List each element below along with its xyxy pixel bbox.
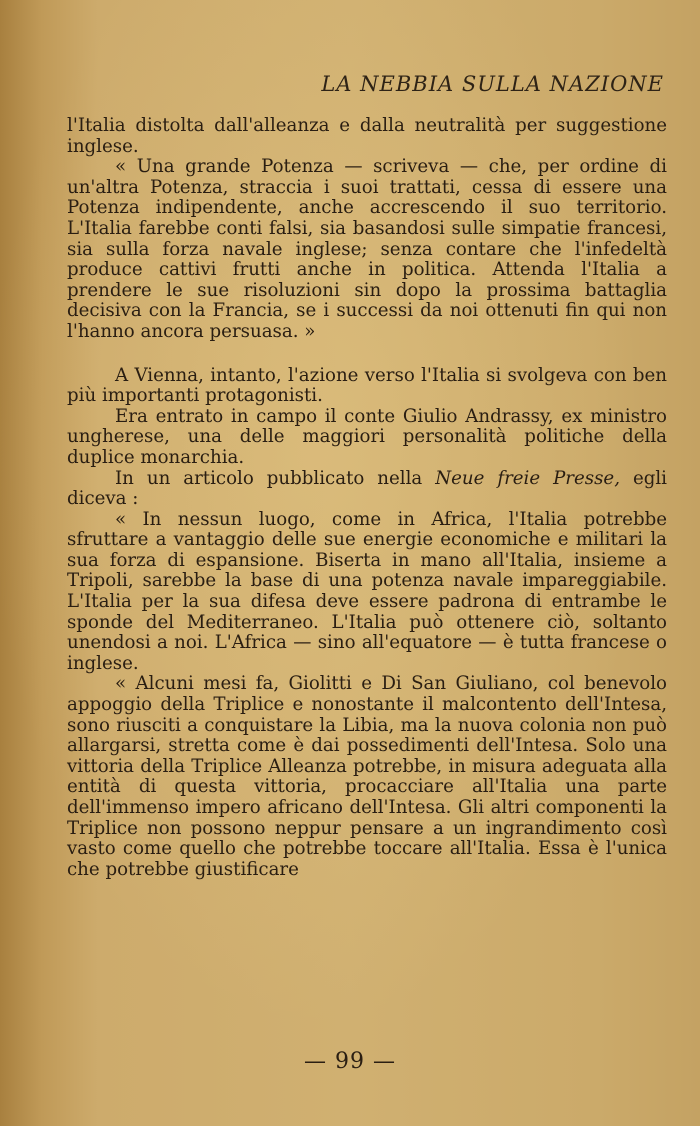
- article-intro-text: In un articolo pubblicato nella: [115, 467, 436, 489]
- article-intro-tail: egli diceva :: [67, 467, 667, 510]
- paragraph-quote-africa: « In nessun luogo, come in Africa, l'Italia potrebbe sfruttare a vantaggio delle sue energie economiche e militari la sua forza di espansione. Biserta in mano all'Italia, insieme a Tripoli, sarebbe la base di una potenza navale impareggiabile. L'Italia per la sua difesa deve essere padrona di entrambe le sponde del Mediterraneo. L'Italia può ottenere ciò, soltanto unendosi a noi. L'Africa — sino all'equatore — è tutta francese o inglese.: [67, 508, 667, 674]
- paragraph-andrassy: Era entrato in campo il conte Giulio Andrassy, ex ministro ungherese, una delle maggiori personalità politiche della duplice monarchia.: [67, 405, 667, 468]
- paragraph-vienna: A Vienna, intanto, l'azione verso l'Italia si svolgeva con ben più importanti protagonisti.: [67, 364, 667, 407]
- paragraph-quote-giolitti: « Alcuni mesi fa, Giolitti e Di San Giuliano, col benevolo appoggio della Triplice e nonostante il malcontento dell'Intesa, sono riusciti a conquistare la Libia, ma la nuova colonia non può allargarsi, stretta come è dai possedimenti dell'Intesa. Solo una vittoria della Triplice Alleanza potrebbe, in misura adeguata alla entità di questa vittoria, procacciare all'Italia una parte dell'immenso impero africano dell'Intesa. Gli altri componenti la Triplice non possono neppur pensare a un ingrandimento così vasto come quello che potrebbe toccare all'Italia. Essa è l'unica che potrebbe giustificare: [67, 673, 667, 880]
- page-number: — 99 —: [304, 1049, 396, 1074]
- paragraph-quote-potenza: « Una grande Potenza — scriveva — che, per ordine di un'altra Potenza, straccia i suoi trattati, cessa di essere una Potenza indipendente, anche accrescendo il suo territorio. L'Italia farebbe conti falsi, sia basandosi sulle simpatie francesi, sia sulla forza navale inglese; senza contare che l'infedeltà produce cattivi frutti anche in politica. Attenda l'Italia a prendere le sue risoluzioni sin dopo la prossima battaglia decisiva con la Francia, se i successi da noi ottenuti fin qui non l'hanno ancora persuasa. »: [67, 156, 667, 342]
- paragraph-article-intro: [67, 469, 667, 510]
- running-head: LA NEBBIA SULLA NAZIONE: [321, 72, 664, 96]
- body-text: [67, 116, 667, 880]
- newspaper-title: Neue freie Presse,: [435, 467, 620, 489]
- paragraph-continuation: l'Italia distolta dall'alleanza e dalla neutralità per suggestione inglese.: [67, 115, 667, 157]
